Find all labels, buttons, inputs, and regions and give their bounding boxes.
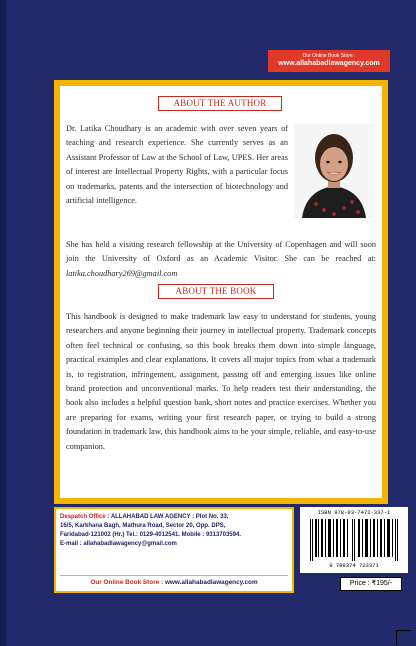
price-tag: Price : ₹195/- xyxy=(340,577,402,591)
online-store-url: www.allahabadlawagency.com xyxy=(164,579,258,586)
about-book-heading: ABOUT THE BOOK xyxy=(158,284,274,299)
spine-edge xyxy=(0,0,6,646)
dispatch-email: allahabadlawagency@gmail.com xyxy=(83,541,177,547)
dispatch-line-1 xyxy=(60,513,288,522)
author-photo xyxy=(294,124,374,218)
dispatch-contact: Faridabad-121002 (Hr.) Tel.: 0129-4012541. Mobile : 9313703594. xyxy=(60,532,241,538)
online-store-line xyxy=(60,575,288,587)
promo-url: www.allahabadlawagency.com xyxy=(278,60,380,67)
barcode-digits: 9 789374 723371 xyxy=(329,562,379,569)
author-fellowship-text: She has held a visiting research fellowship at the University of Copenhagen and will soon join the University of Oxford as an Academic Visitor. She can be reached at: xyxy=(66,240,376,264)
online-store-label: Our Online Book Store : xyxy=(90,579,164,586)
about-author-heading: ABOUT THE AUTHOR xyxy=(158,96,282,111)
barcode-icon xyxy=(308,519,400,561)
isbn-barcode-box xyxy=(300,507,408,573)
trim-mark xyxy=(396,630,411,645)
content-panel-inner xyxy=(60,86,382,498)
content-panel xyxy=(54,80,388,504)
online-store-banner xyxy=(268,50,390,72)
isbn-number: ISBN 978-93-7472-337-1 xyxy=(317,509,391,516)
dispatch-email-label: E-mail : xyxy=(60,541,82,547)
book-description: This handbook is designed to make trademark law easy to understand for students, young researchers and anyone beginning their journey in intellectual property. Trademark concepts often feel technical or confusing, so this book breaks them down into simple language, practical examples and clear explanations. It covers all major topics from what a trademark is, to registration, infringement, assignment, passing off and emerging issues like online brand protection and unconventional marks. To help readers test their understanding, the book also includes a helpful question bank, short notes and practice exercises. Whether you are preparing for exams, writing your first research paper, or trying to build a strong foundation in trademark law, this handbook aims to be your simple, reliable, and easy-to-use companion. xyxy=(66,312,376,451)
dispatch-email-line xyxy=(60,540,288,549)
author-email: latika.choudhary269@gmail.com xyxy=(66,268,178,278)
dispatch-address-1: ALLAHABAD LAW AGENCY : Plot No. 33, xyxy=(110,514,229,520)
author-portrait-image xyxy=(294,124,374,218)
dispatch-label: Despatch Office : xyxy=(60,514,110,520)
dispatch-address-2: 16/5, Karkhana Bagh, Mathura Road, Sector 20, Opp. DPS, xyxy=(60,523,226,529)
author-fellowship xyxy=(66,238,376,281)
promo-label: Our Online Book Store : xyxy=(302,53,356,59)
author-bio: Dr. Latika Choudhary is an academic with over seven years of teaching and research experience. She currently serves as an Assistant Professor of Law at the School of Law, UPES. Her areas of interest are Intellectual Property Rights, with a particular focus on trademarks, patents and the intersection of biotechnology and artificial intelligence. xyxy=(66,124,288,206)
dispatch-info-box xyxy=(54,507,294,593)
